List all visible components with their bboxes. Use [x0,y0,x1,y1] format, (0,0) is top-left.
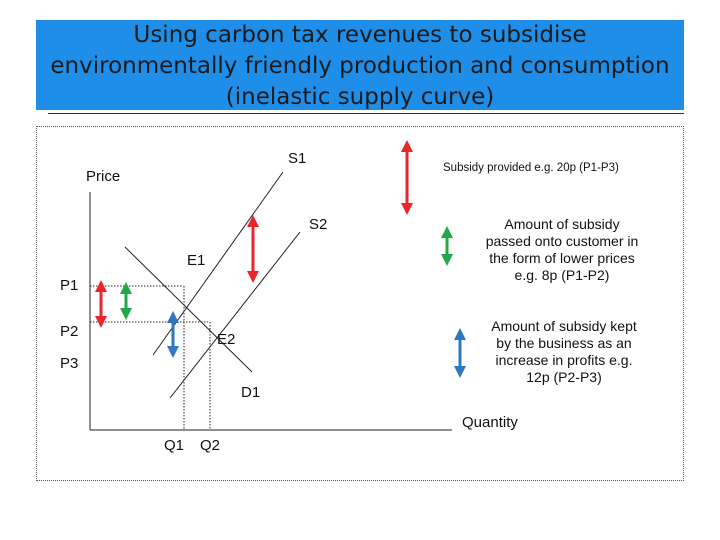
legend-kept-text [474,318,654,386]
legend-kept-line-3: increase in profits e.g. [495,352,633,368]
legend-passed-on-line-3: the form of lower prices [489,250,635,266]
legend-passed-on-line-1: Amount of subsidy [504,216,620,232]
q2-label: Q2 [200,437,221,454]
legend-passed-on-text [470,216,654,284]
e1-label: E1 [187,252,206,269]
legend-passed-on-line-2: passed onto customer in [485,233,639,249]
y-axis-label: Price [86,168,121,185]
p3-label: P3 [60,355,79,372]
s2-label: S2 [309,216,328,233]
q1-label: Q1 [164,437,185,454]
x-axis-label: Quantity [462,414,518,431]
title-line-2: environmentally friendly production and consumption [50,53,670,79]
legend-kept-line-4: 12p (P2-P3) [526,369,602,385]
p2-label: P2 [60,323,79,340]
legend-kept-line-1: Amount of subsidy kept [491,318,637,334]
legend-passed-on-line-4: e.g. 8p (P1-P2) [514,267,610,283]
title-line-3: (inelastic supply curve) [225,84,495,110]
d1-label: D1 [241,384,261,401]
legend-kept-line-2: by the business as an [496,335,632,351]
e2-label: E2 [217,331,236,348]
s1-label: S1 [288,150,307,167]
title-line-1: Using carbon tax revenues to subsidise [133,22,587,48]
legend-subsidy-text: Subsidy provided e.g. 20p (P1-P3) [443,162,619,174]
p1-label: P1 [60,277,79,294]
